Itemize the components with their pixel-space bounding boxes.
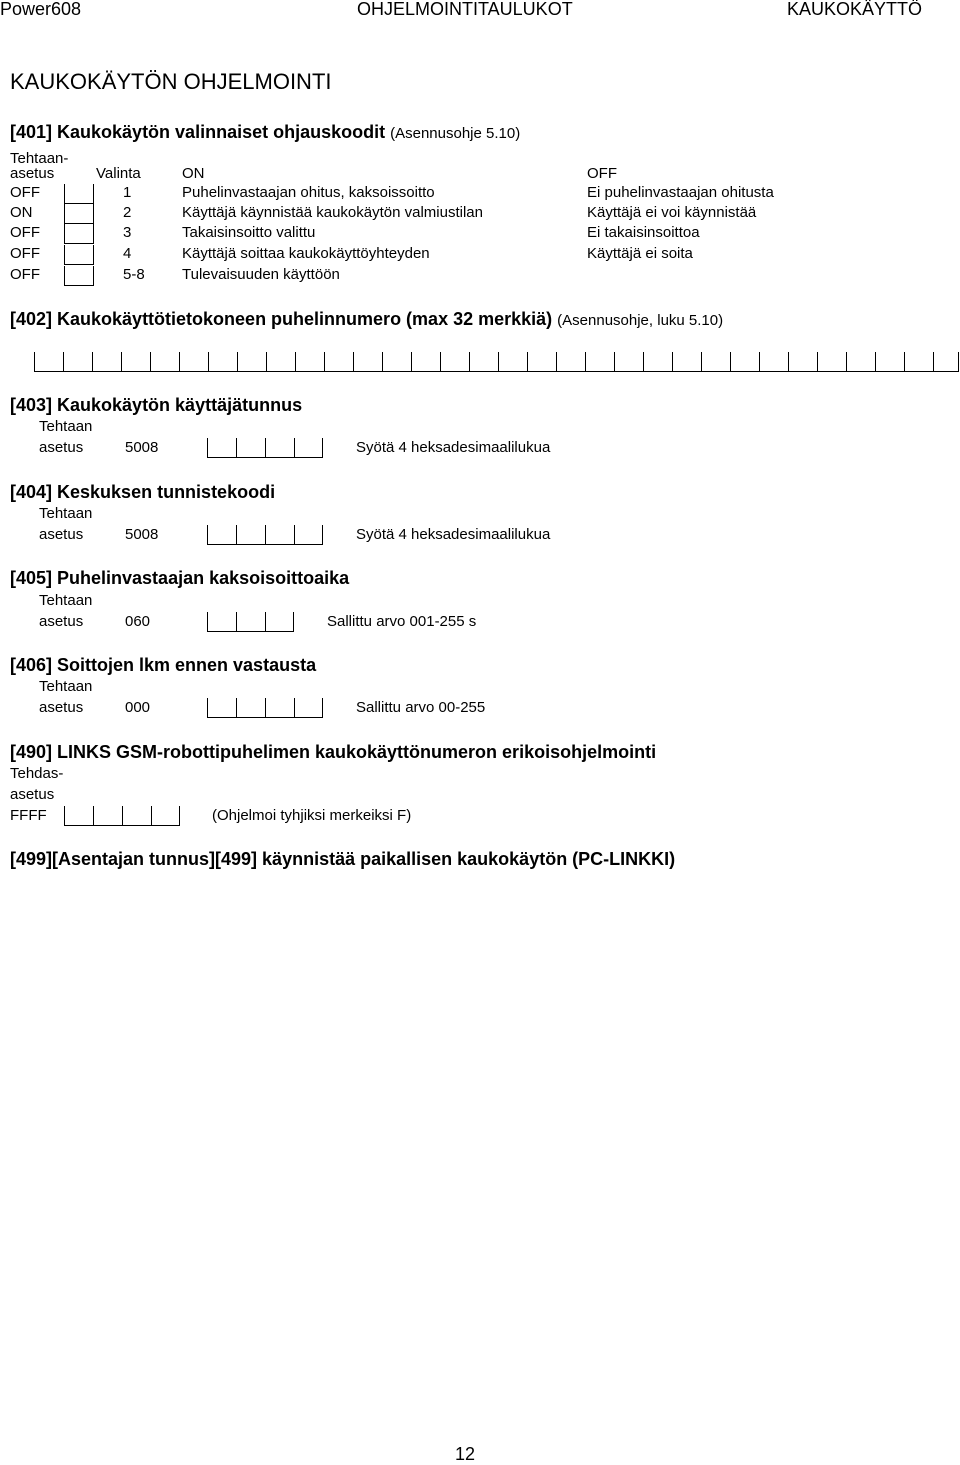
default-value: FFFF [10,807,47,824]
default-label: asetus [39,439,84,456]
option-on-text: Käyttäjä soittaa kaukokäyttöyhteyden [182,245,430,262]
option-default: OFF [10,245,40,262]
default-value: 5008 [125,439,159,456]
default-label: Tehtaan [39,418,93,435]
input-hint: (Ohjelmoi tyhjiksi merkeiksi F) [212,807,412,824]
default-label: Tehtaan [39,678,93,695]
header-chapter: KAUKOKÄYTTÖ [787,0,923,19]
col-default-label-1: Tehtaan- [10,150,69,167]
default-label: asetus [39,699,84,716]
section-402-ref: (Asennusohje, luku 5.10) [557,312,724,329]
option-number: 4 [123,245,132,262]
gsm-number-cells[interactable] [64,806,180,826]
option-on-text: Takaisinsoitto valittu [182,224,316,241]
option-default: ON [10,204,33,221]
header-section: OHJELMOINTITAULUKOT [357,0,573,19]
default-value: 060 [125,613,151,630]
user-id-cells[interactable] [207,438,323,458]
option-off-text: Käyttäjä ei soita [587,245,693,262]
section-401-ref: (Asennusohje 5.10) [390,125,521,142]
section-499-heading: [499][Asentajan tunnus][499] käynnistää paikallisen kaukokäytön (PC-LINKKI) [10,849,676,869]
page-title: KAUKOKÄYTÖN OHJELMOINTI [10,69,332,94]
input-hint: Sallittu arvo 00-255 [356,699,486,716]
phone-number-cells[interactable] [34,352,959,372]
panel-id-cells[interactable] [207,525,323,545]
ring-count-cells[interactable] [207,698,323,718]
input-hint: Syötä 4 heksadesimaalilukua [356,526,551,543]
option-checkbox[interactable] [64,224,94,244]
section-403-heading: [403] Kaukokäytön käyttäjätunnus [10,395,303,415]
default-label: asetus [39,613,84,630]
option-number: 3 [123,224,132,241]
option-checkbox[interactable] [64,204,94,224]
section-402-title: [402] Kaukokäyttötietokoneen puhelinnumero (max 32 merkkiä) [10,309,553,329]
default-value: 5008 [125,526,159,543]
col-option-label: Valinta [96,165,141,182]
option-checkbox[interactable] [64,266,94,286]
default-value: 000 [125,699,151,716]
option-number: 5-8 [123,266,145,283]
option-on-text: Puhelinvastaajan ohitus, kaksoissoitto [182,184,435,201]
section-402-heading [10,309,723,330]
section-490-heading: [490] LINKS GSM-robottipuhelimen kaukokäyttönumeron erikoisohjelmointi [10,742,657,762]
page-number: 12 [455,1444,476,1464]
option-off-text: Ei puhelinvastaajan ohitusta [587,184,774,201]
section-405-heading: [405] Puhelinvastaajan kaksoisoittoaika [10,568,350,588]
double-call-time-cells[interactable] [207,612,294,632]
option-default: OFF [10,266,40,283]
col-on-label: ON [182,165,205,182]
default-label: asetus [39,526,84,543]
option-checkbox[interactable] [64,184,94,204]
section-404-heading: [404] Keskuksen tunnistekoodi [10,482,276,502]
option-off-text: Käyttäjä ei voi käynnistää [587,204,757,221]
option-checkbox[interactable] [64,245,94,265]
header-product: Power608 [0,0,82,19]
option-on-text: Tulevaisuuden käyttöön [182,266,340,283]
default-label: Tehtaan [39,592,93,609]
option-number: 1 [123,184,132,201]
option-number: 2 [123,204,132,221]
col-off-label: OFF [587,165,617,182]
section-401-title: [401] Kaukokäytön valinnaiset ohjauskoodit [10,122,386,142]
option-default: OFF [10,184,40,201]
col-default-label-2: asetus [10,165,55,182]
default-label: asetus [10,786,55,803]
section-406-heading: [406] Soittojen lkm ennen vastausta [10,655,317,675]
option-default: OFF [10,224,40,241]
section-401-heading [10,122,520,143]
input-hint: Syötä 4 heksadesimaalilukua [356,439,551,456]
default-label: Tehtaan [39,505,93,522]
input-hint: Sallittu arvo 001-255 s [327,613,477,630]
default-label: Tehdas- [10,765,64,782]
option-on-text: Käyttäjä käynnistää kaukokäytön valmiustilan [182,204,483,221]
option-off-text: Ei takaisinsoittoa [587,224,700,241]
